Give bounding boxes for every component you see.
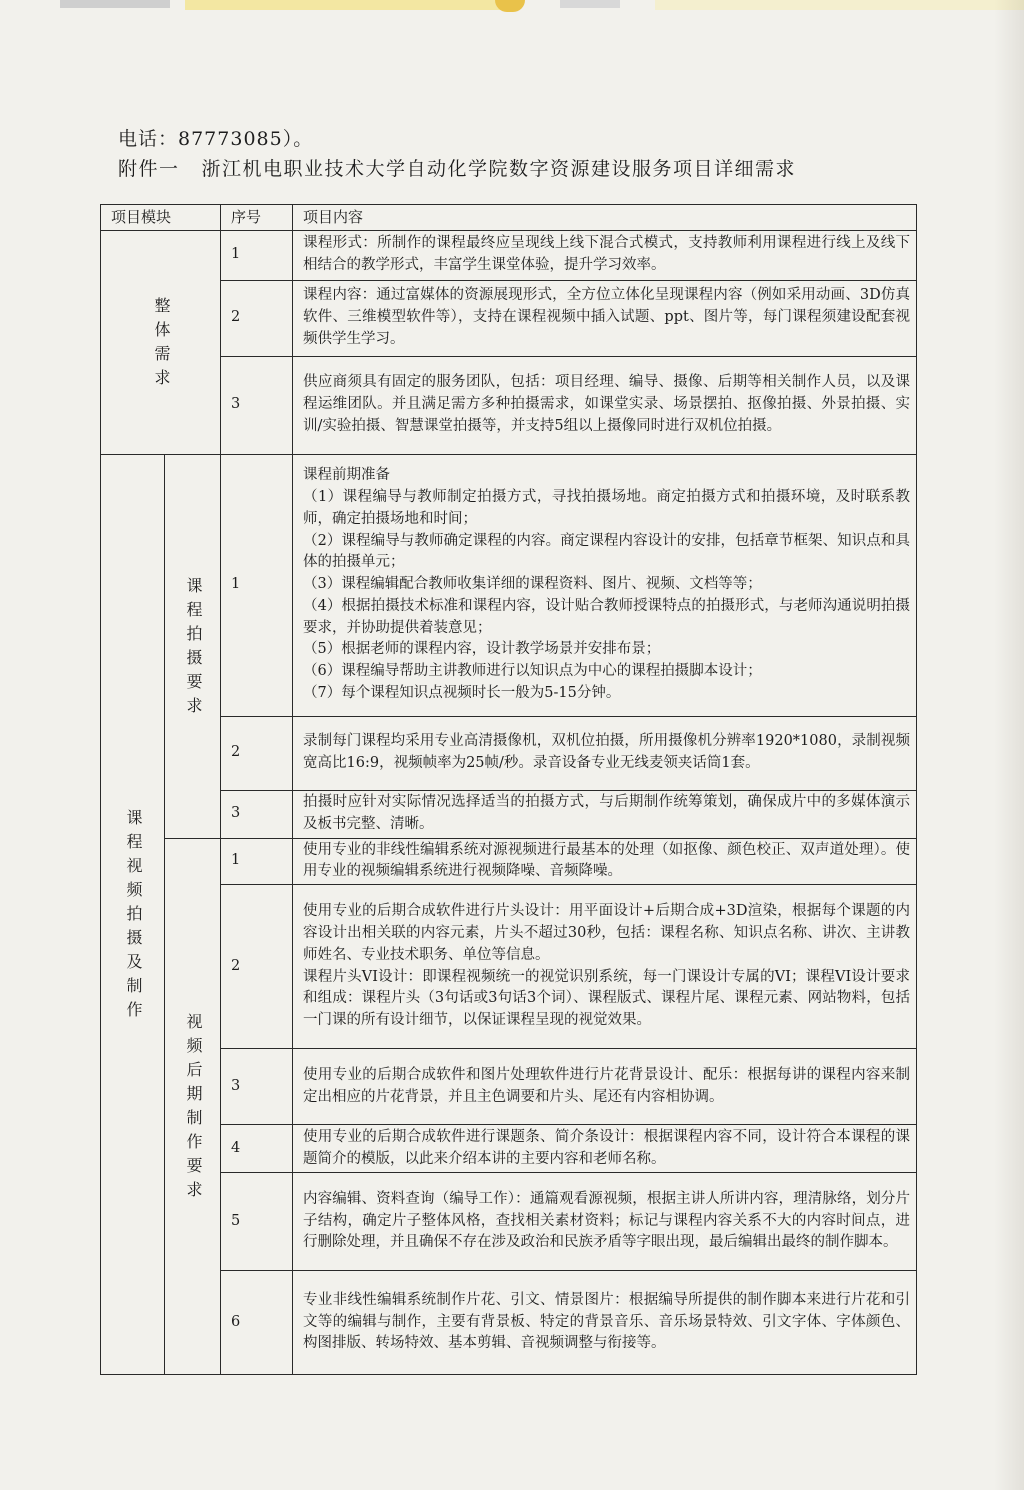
col-header-module: 项目模块 [101, 205, 221, 231]
row-number: 3 [221, 790, 293, 838]
row-content: 供应商须具有固定的服务团队，包括：项目经理、编导、摄像、后期等相关制作人员，以及课程运维团队。并且满足需方多种拍摄需求，如课堂实录、场景摆拍、抠像拍摄、外景拍摄、实训/实验拍摄、智慧课堂拍摄等，并支持5组以上摄像同时进行双机位拍摄。 [293, 356, 917, 454]
table-row [101, 838, 917, 885]
sub-shooting-cell [165, 454, 221, 838]
attachment-title: 浙江机电职业技术大学自动化学院数字资源建设服务项目详细需求 [201, 158, 797, 180]
attachment-label: 附件一 [118, 158, 180, 180]
prep-item: （6）课程编导帮助主讲教师进行以知识点为中心的课程拍摄脚本设计； [303, 663, 762, 680]
row-number: 2 [221, 885, 293, 1049]
table-row [101, 1125, 917, 1173]
row-number: 5 [221, 1173, 293, 1271]
prep-item: （5）根据老师的课程内容，设计教学场景并安排布景； [303, 641, 661, 658]
prep-item: （7）每个课程知识点视频时长一般为5-15分钟。 [303, 684, 621, 701]
row-content: 内容编辑、资料查询（编导工作）：通篇观看源视频，根据主讲人所讲内容，理清脉络，划分片子结构，确定片子整体风格，查找相关素材资料；标记与课程内容关系不大的内容时间点，进行删除处理，并且确保不存在涉及政治和民族矛盾等字眼出现，最后编辑出最终的制作脚本。 [293, 1173, 917, 1271]
sub-post-cell [165, 838, 221, 1375]
row-number: 3 [221, 1049, 293, 1125]
table-row [101, 1049, 917, 1125]
module-overall-label: 整体需求 [154, 295, 171, 387]
row-content: 使用专业的后期合成软件和图片处理软件进行片花背景设计、配乐：根据每讲的课程内容来制定出相应的片花背景，并且主色调要和片头、尾还有内容相协调。 [293, 1049, 917, 1125]
attachment-heading [118, 154, 796, 181]
row-content: 课程内容：通过富媒体的资源展现形式，全方位立体化呈现课程内容（例如采用动画、3D仿真软件、三维模型软件等），支持在课程视频中插入试题、ppt、图片等，每门课程须建设配套视频供学生学习。 [293, 280, 917, 356]
phone-line: 电话：87773085）。 [118, 128, 314, 150]
row-number: 1 [221, 838, 293, 885]
row-number: 1 [221, 454, 293, 716]
row-number: 1 [221, 230, 293, 280]
module-video-cell [101, 454, 165, 1375]
sub-shooting-label: 课程拍摄要求 [186, 575, 203, 715]
col-header-num: 序号 [221, 205, 293, 231]
prep-item: （2）课程编导与教师确定课程的内容。商定课程内容设计的安排，包括章节框架、知识点和具体的拍摄单元； [303, 532, 911, 571]
prep-item: （1）课程编导与教师制定拍摄方式，寻找拍摄场地。商定拍摄方式和拍摄环境，及时联系教师，确定拍摄场地和时间； [303, 489, 911, 527]
row-content [293, 454, 917, 716]
table-row [101, 790, 917, 838]
page-edge-shadow [994, 0, 1024, 1490]
row-number: 2 [221, 280, 293, 356]
prep-item: （3）课程编辑配合教师收集详细的课程资料、图片、视频、文档等等； [303, 576, 762, 593]
col-header-content: 项目内容 [293, 205, 917, 231]
table-row [101, 885, 917, 1049]
prep-title: 课程前期准备 [303, 467, 391, 484]
row-content: 录制每门课程均采用专业高清摄像机，双机位拍摄，所用摄像机分辨率1920*1080，录制视频宽高比16:9，视频帧率为25帧/秒。录音设备专业无线麦领夹话筒1套。 [293, 716, 917, 790]
module-video-label: 课程视频拍摄及制作 [126, 807, 143, 1019]
row-content: 使用专业的后期合成软件进行课题条、简介条设计：根据课程内容不同，设计符合本课程的课题简介的模版，以此来介绍本讲的主要内容和老师名称。 [293, 1125, 917, 1173]
table-row [101, 230, 917, 280]
row-number: 4 [221, 1125, 293, 1173]
row-number: 2 [221, 716, 293, 790]
row-content: 使用专业的非线性编辑系统对源视频进行最基本的处理（如抠像、颜色校正、双声道处理）。使用专业的视频编辑系统进行视频降噪、音频降噪。 [293, 838, 917, 885]
sub-post-label: 视频后期制作要求 [186, 1011, 203, 1199]
table-row [101, 1173, 917, 1271]
prep-item: （4）根据拍摄技术标准和课程内容，设计贴合教师授课特点的拍摄形式，与老师沟通说明拍摄要求，并协助提供着装意见； [303, 597, 911, 636]
vi-design-text: 课程片头VI设计：即课程视频统一的视觉识别系统，每一门课设计专属的VI；课程VI设计要求和组成：课程片头（3句话或3句话3个词）、课程版式、课程片尾、课程元素、网站物料，包括一门课的所有设计细节，以保证课程呈现的视觉效果。 [303, 968, 911, 1028]
row-content [293, 885, 917, 1049]
table-row [101, 716, 917, 790]
table-header-row [101, 205, 917, 231]
requirements-table [100, 204, 917, 1375]
table-row [101, 454, 917, 716]
table-row [101, 356, 917, 454]
top-scan-strip [0, 0, 1024, 14]
title-design-text: 使用专业的后期合成软件进行片头设计：用平面设计+后期合成+3D渲染，根据每个课题的内容设计出相关联的内容元素，片头不超过30秒，包括：课程名称、知识点名称、讲次、主讲教师姓名、专业技术职务、单位等信息。 [303, 903, 911, 963]
row-number: 6 [221, 1271, 293, 1375]
row-content: 课程形式：所制作的课程最终应呈现线上线下混合式模式，支持教师利用课程进行线上及线下相结合的教学形式，丰富学生课堂体验，提升学习效率。 [293, 230, 917, 280]
row-content: 专业非线性编辑系统制作片花、引文、情景图片：根据编导所提供的制作脚本来进行片花和引文等的编辑与制作，主要有背景板、特定的背景音乐、音乐场景特效、引文字体、字体颜色、构图排版、转场特效、基本剪辑、音视频调整与衔接等。 [293, 1271, 917, 1375]
module-overall-cell [101, 230, 221, 454]
row-number: 3 [221, 356, 293, 454]
table-row [101, 1271, 917, 1375]
row-content: 拍摄时应针对实际情况选择适当的拍摄方式，与后期制作统筹策划，确保成片中的多媒体演示及板书完整、清晰。 [293, 790, 917, 838]
table-row [101, 280, 917, 356]
